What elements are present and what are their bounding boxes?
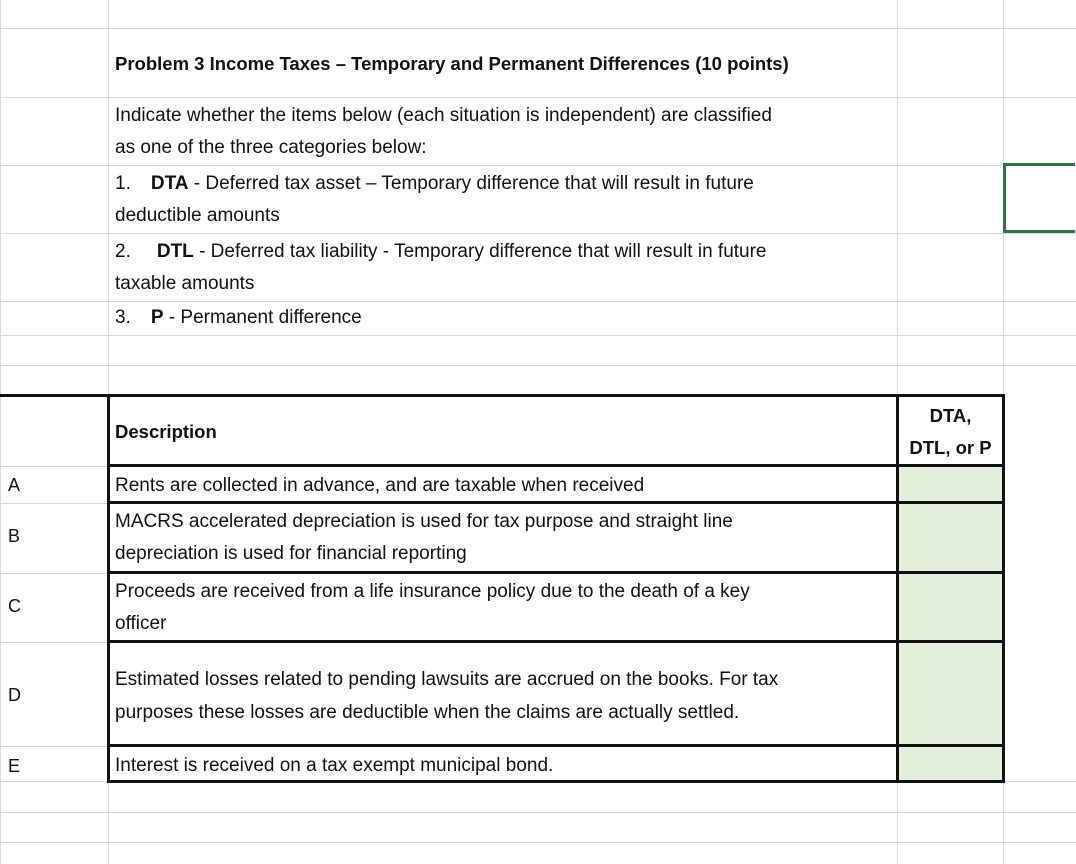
- table-bottom-border: [108, 780, 1005, 783]
- category-text: - Deferred tax liability - Temporary difference that will result in future: [193, 241, 767, 262]
- col-border: [1002, 394, 1005, 783]
- row-label-b: B: [8, 526, 21, 546]
- row-d-description-line-1: Estimated losses related to pending lawsuits are accrued on the books. For tax: [115, 669, 779, 690]
- row-border: [108, 640, 1005, 643]
- answer-cell-e[interactable]: [899, 747, 1002, 780]
- category-p: [115, 307, 362, 329]
- intro-line-1: Indicate whether the items below (each situation is independent) are classified: [115, 105, 772, 126]
- intro-line-2: as one of the three categories below:: [115, 137, 427, 158]
- problem-title: Problem 3 Income Taxes – Temporary and Permanent Differences (10 points): [115, 53, 789, 74]
- row-border: [108, 571, 1005, 574]
- category-dta-cont: deductible amounts: [115, 205, 280, 226]
- row-c-description-line-1: Proceeds are received from a life insurance policy due to the death of a key: [115, 581, 750, 602]
- header-answer-line-2: DTL, or P: [909, 437, 992, 458]
- category-code: DTL: [156, 241, 194, 262]
- category-number: 2.: [115, 241, 131, 262]
- category-dtl-cont: taxable amounts: [115, 273, 255, 294]
- category-text: - Permanent difference: [163, 307, 362, 328]
- row-label-a: A: [8, 475, 21, 495]
- category-code: P: [150, 307, 164, 328]
- category-number: 1.: [115, 173, 131, 194]
- selected-cell[interactable]: [1003, 163, 1075, 233]
- answer-cell-a[interactable]: [899, 467, 1002, 501]
- row-label-e: E: [8, 756, 21, 776]
- row-border: [108, 501, 1005, 504]
- answer-cell-d[interactable]: [899, 643, 1002, 744]
- row-d-description-line-2: purposes these losses are deductible when the claims are actually settled.: [115, 702, 740, 723]
- category-dtl: [115, 241, 767, 263]
- table-top-border: [0, 394, 1005, 397]
- row-label-d: D: [8, 685, 21, 705]
- row-b-description-line-2: depreciation is used for financial reporting: [115, 543, 467, 564]
- answer-cell-c[interactable]: [899, 574, 1002, 640]
- category-code: DTA: [150, 173, 189, 194]
- header-description: Description: [115, 421, 217, 442]
- row-c-description-line-2: officer: [115, 613, 167, 634]
- row-b-description-line-1: MACRS accelerated depreciation is used for tax purpose and straight line: [115, 511, 733, 532]
- category-dta: [115, 173, 754, 195]
- answer-cell-b[interactable]: [899, 504, 1002, 571]
- row-border: [108, 464, 1005, 467]
- category-text: - Deferred tax asset – Temporary difference that will result in future: [188, 173, 754, 194]
- row-e-description: Interest is received on a tax exempt municipal bond.: [115, 755, 554, 776]
- row-border: [108, 744, 1005, 747]
- col-border: [107, 394, 110, 783]
- header-answer-line-1: DTA,: [929, 405, 972, 426]
- category-number: 3.: [115, 307, 131, 328]
- row-label-c: C: [8, 596, 21, 616]
- row-a-description: Rents are collected in advance, and are taxable when received: [115, 475, 645, 496]
